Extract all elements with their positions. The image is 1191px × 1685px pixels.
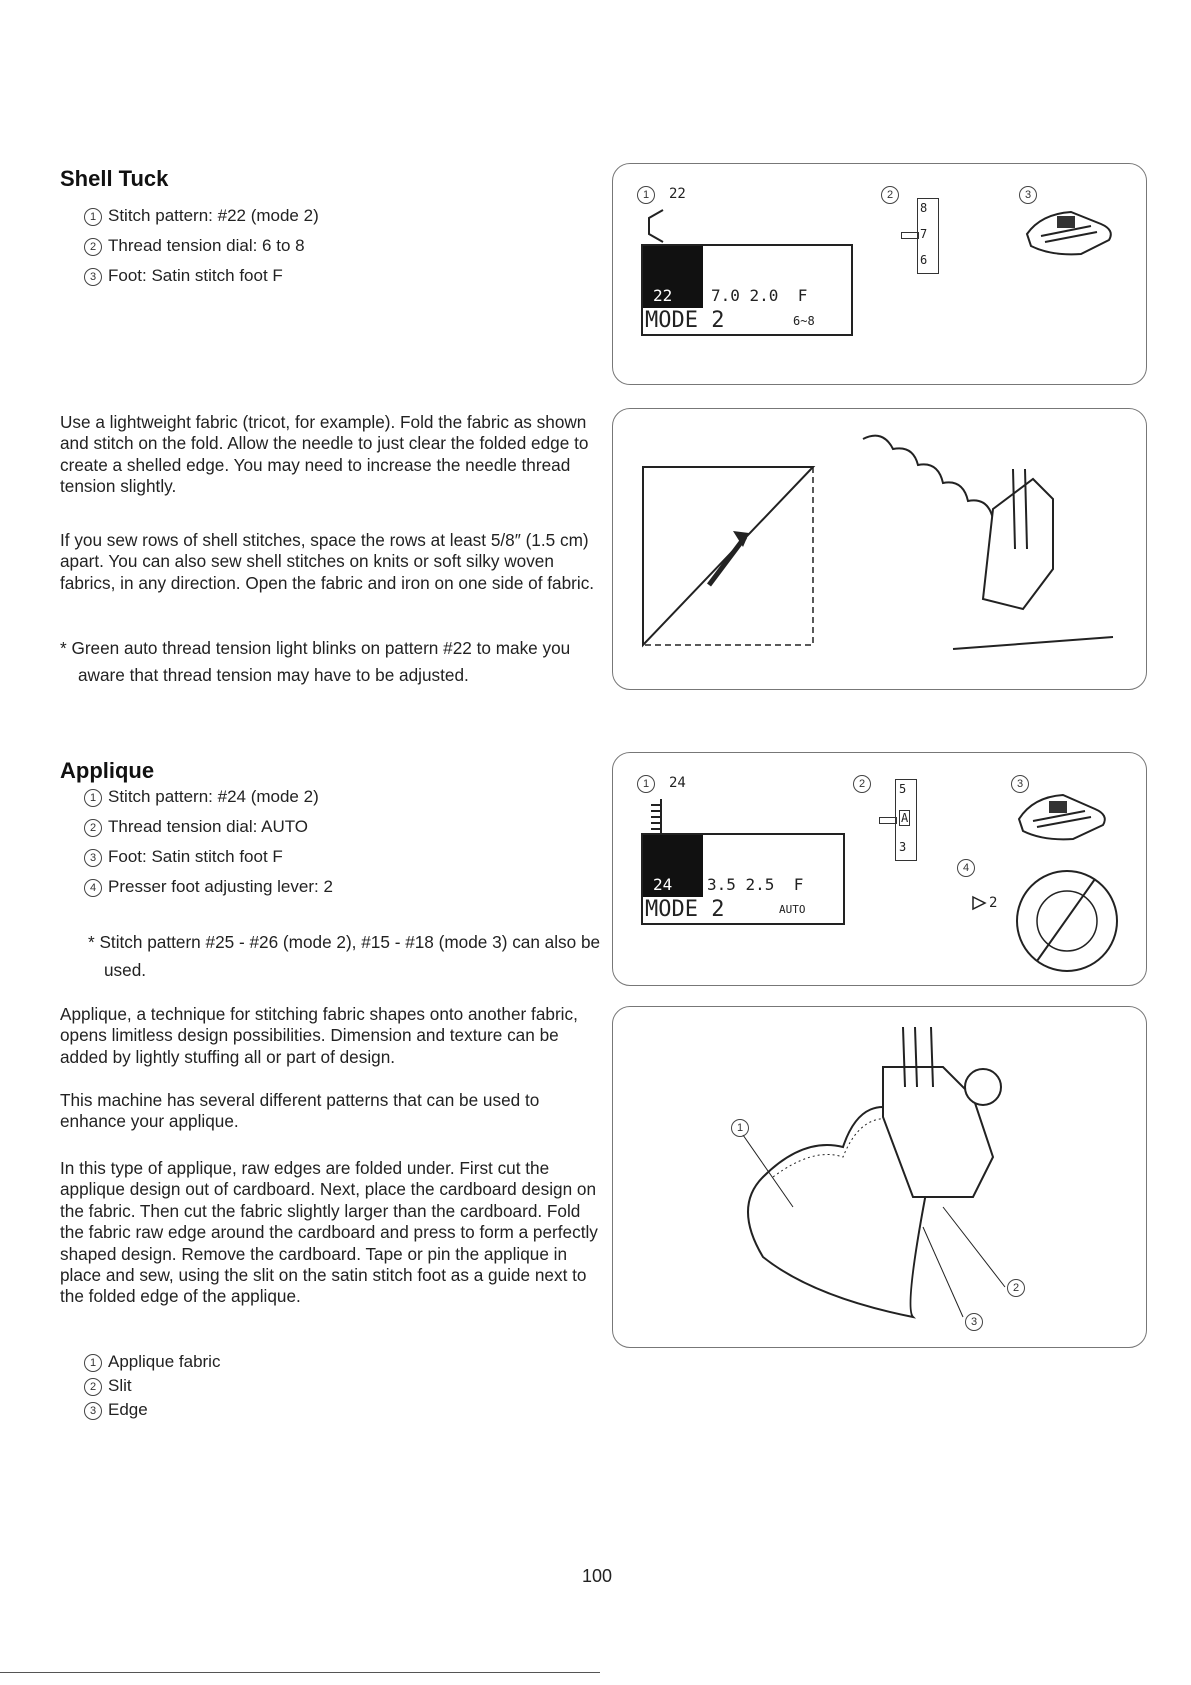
part-text: Slit [108,1376,132,1395]
circled-number: 3 [84,1402,102,1420]
circled-number: 1 [84,789,102,807]
circled-number: 1 [84,208,102,226]
applique-parts-list [84,1350,220,1422]
part-item [84,1350,220,1374]
spec-text: Stitch pattern: #22 (mode 2) [108,206,319,225]
dial-value: 7 [920,227,928,241]
spec-text: Foot: Satin stitch foot F [108,266,283,285]
circled-number: 1 [637,186,655,204]
heart-applique-illustration [613,1007,1146,1347]
lcd-values: 7.0 2.0 F [711,286,808,305]
spec-text: Thread tension dial: 6 to 8 [108,236,305,255]
lcd-pattern-block [643,246,703,308]
shell-tuck-settings-panel [612,163,1147,385]
page-number: 100 [582,1566,613,1586]
circled-number: 1 [637,775,655,793]
spec-text: Stitch pattern: #24 (mode 2) [108,787,319,806]
circled-number: 3 [965,1313,983,1331]
satin-stitch-icon [645,797,669,837]
shell-tuck-title: Shell Tuck [60,166,169,191]
spec-item [84,231,319,261]
spec-item [84,201,319,231]
circled-number: 1 [84,1354,102,1372]
shell-tuck-specs [84,201,319,291]
shell-tuck-paragraph-1: Use a lightweight fabric (tricot, for example). Fold the fabric as shown and stitch on the fold. Allow the needle to just clear the folded edge to create a shelled edge. You may need to increase the needle thread tension slightly. [60,412,589,497]
lcd-pattern-number: 22 [653,286,673,305]
circled-number: 1 [731,1119,749,1137]
circled-number: 3 [1011,775,1029,793]
dial-pointer-icon [901,232,919,239]
part-text: Applique fabric [108,1352,221,1371]
fabric-fold-illustration [613,409,1146,689]
spec-item [84,782,333,812]
lcd-tension: AUTO [779,903,806,916]
pattern-number: 24 [669,775,686,791]
lcd-display [641,244,853,336]
part-text: Edge [108,1400,148,1419]
applique-paragraph-3: In this type of applique, raw edges are folded under. First cut the applique design out of cardboard. Next, place the cardboard design on the fabric. Then cut the fabric slightly larger than the cardboard. Fold the fabric raw edge around the cardboard and press to form a perfectly shaped design. Remove the cardboard. Tape or pin the applique in place and sew, using the slit on the satin stitch foot as a guide next to the folded edge of the applique. [60,1158,598,1307]
spec-text: Foot: Satin stitch foot F [108,847,283,866]
dial-value: 8 [920,201,928,215]
lcd-display [641,833,845,925]
lcd-mode: MODE 2 [645,897,725,922]
circled-number: 4 [84,879,102,897]
lcd-values: 3.5 2.5 F [707,875,804,894]
lcd-pattern-block [643,835,703,897]
applique-note: * Stitch pattern #25 - #26 (mode 2), #15 - #18 (mode 3) can also be used. [88,932,601,980]
applique-paragraph-1: Applique, a technique for stitching fabric shapes onto another fabric, opens limitless design possibilities. Dimension and texture can be added by lightly stuffing all or part of design. [60,1004,578,1067]
shell-stitch-icon [645,208,669,244]
circled-number: 3 [84,268,102,286]
presser-foot-lever-dial-icon [955,869,1125,973]
applique-settings-panel [612,752,1147,986]
applique-illustration-panel [612,1006,1147,1348]
circled-number: 2 [84,238,102,256]
tension-dial-icon [895,779,917,861]
circled-number: 2 [853,775,871,793]
dial-pointer-icon [879,817,897,824]
spec-item [84,872,333,902]
spec-text: Presser foot adjusting lever: 2 [108,877,333,896]
dial-value: 3 [899,840,907,854]
lcd-tension: 6~8 [793,314,815,328]
shell-tuck-illustration-panel [612,408,1147,690]
spec-text: Thread tension dial: AUTO [108,817,309,836]
spec-item [84,812,333,842]
spec-item [84,261,319,291]
spec-item [84,842,333,872]
circled-number: 3 [1019,186,1037,204]
dial-value: A [901,811,909,825]
circled-number: 2 [84,1378,102,1396]
lcd-pattern-number: 24 [653,875,673,894]
circled-number: 2 [881,186,899,204]
applique-title: Applique [60,758,155,783]
part-item [84,1398,220,1422]
lever-setting: 2 [989,895,998,911]
dial-value: 5 [899,782,907,796]
dial-value: 6 [920,253,928,267]
circled-number: 2 [84,819,102,837]
shell-tuck-note: * Green auto thread tension light blinks on pattern #22 to make you aware that thread tension may have to be adjusted. [60,638,571,685]
part-item [84,1374,220,1398]
pattern-number: 22 [669,186,686,202]
lcd-mode: MODE 2 [645,308,725,333]
shell-tuck-paragraph-2: If you sew rows of shell stitches, space the rows at least 5/8″ (1.5 cm) apart. You can also sew shell stitches on knits or soft silky woven fabrics, in any direction. Open the fabric and iron on one side of fabric. [60,530,595,593]
bottom-rule [0,1672,600,1673]
satin-stitch-foot-icon [1021,204,1117,260]
satin-stitch-foot-icon [1013,787,1113,847]
circled-number: 2 [1007,1279,1025,1297]
tension-dial-icon [917,198,939,274]
circled-number: 4 [957,859,975,877]
circled-number: 3 [84,849,102,867]
applique-paragraph-2: This machine has several different patterns that can be used to enhance your applique. [60,1090,540,1132]
applique-specs [84,782,333,902]
